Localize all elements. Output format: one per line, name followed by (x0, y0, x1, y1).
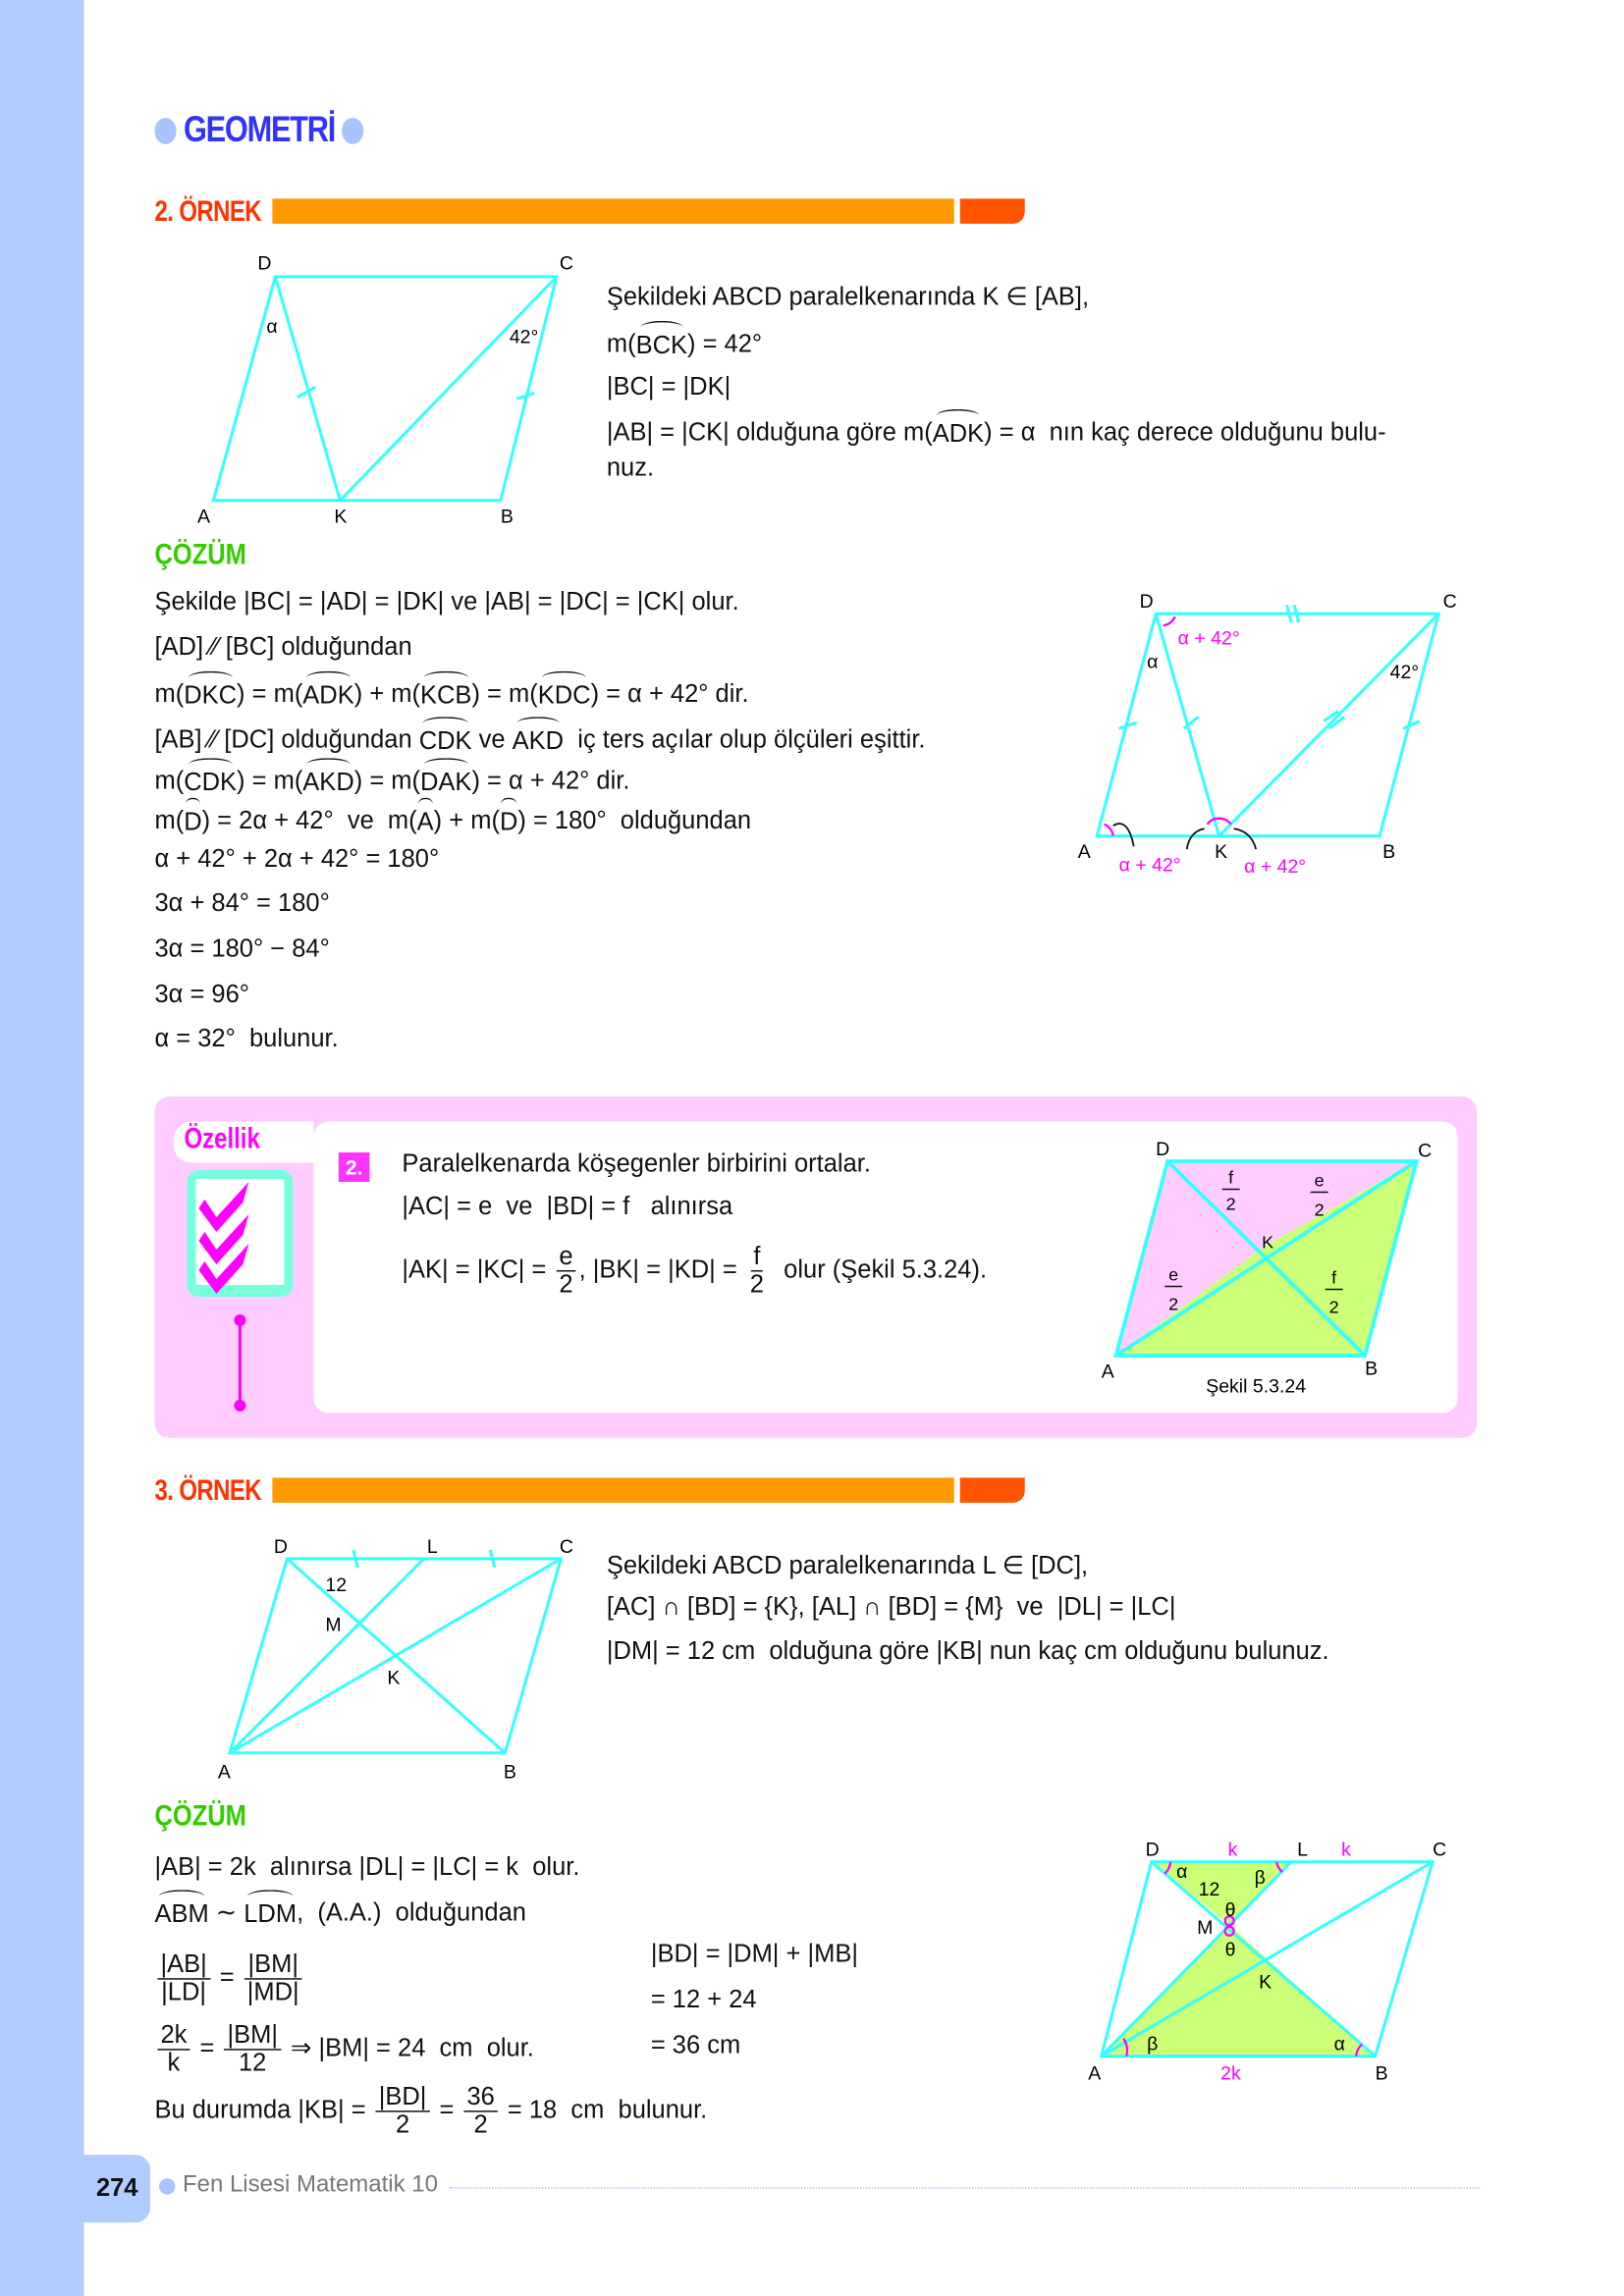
text-segment: ) + m( (353, 679, 421, 709)
figure-label: β (1254, 1867, 1266, 1890)
fraction (556, 1244, 575, 1298)
example-2-label: 2. ÖRNEK (154, 195, 261, 229)
figure-label: α (1176, 1861, 1188, 1884)
book-title: Fen Lisesi Matematik 10 (182, 2172, 438, 2198)
left-margin-strip (0, 0, 83, 2296)
figure-label: D (1156, 1139, 1170, 1161)
text-line (607, 1636, 1329, 1666)
text-segment: m( (154, 679, 185, 709)
figure-label: A (1077, 841, 1091, 864)
text-segment: 3α = 96° (154, 980, 249, 1009)
figure-label: 2k (1220, 2062, 1241, 2085)
text-segment: |AK| = |KC| = (402, 1255, 554, 1284)
figure-label: K (1259, 1971, 1272, 1994)
text-segment: |AB| = |CK| olduğuna göre m( (606, 417, 933, 447)
text-line (651, 1986, 757, 2015)
figure-label: M (1197, 1917, 1214, 1940)
text-segment: m( (606, 329, 636, 358)
text-segment: ⇒ |BM| = 24 cm olur. (283, 2034, 534, 2063)
figure-label: B (503, 1761, 516, 1784)
figure-label: α + 42° (1177, 627, 1240, 650)
figure-label: 2 (1328, 1297, 1339, 1317)
text-segment: |AC| = e ve |BD| = f alınırsa (402, 1192, 733, 1221)
text-segment: [AB] ⁄⁄ [DC] olduğundan (154, 725, 419, 754)
property-figure (1090, 1134, 1443, 1406)
figure-label: C (1433, 1839, 1447, 1861)
text-line (154, 981, 249, 1010)
text-segment: [AD] ⁄⁄ [BC] olduğundan (154, 632, 412, 662)
figure-label: K (1262, 1232, 1274, 1253)
figure-label: k (1341, 1839, 1351, 1861)
angle-notation: DKC (184, 678, 237, 711)
example-2-solution-figure (1072, 581, 1485, 890)
text-line (154, 633, 411, 663)
text-segment: Paralelkenarda köşegenler birbirini ortalar. (402, 1149, 871, 1178)
figure-label: 2 (1314, 1200, 1325, 1220)
text-segment: ) = 2α + 42° ve m( (201, 806, 417, 835)
text-line (607, 283, 1089, 312)
text-segment: ve (471, 725, 513, 754)
text-segment: α = 32° bulunur. (154, 1024, 339, 1053)
denominator: 2 (395, 2109, 410, 2139)
text-line (154, 845, 439, 875)
numerator: |BM| (224, 2022, 281, 2050)
figure-label: M (325, 1614, 342, 1636)
example-bar-end (960, 1477, 1025, 1502)
angle-notation: CDK (419, 724, 472, 757)
example-3-figure (206, 1527, 604, 1792)
text-segment: = (192, 2034, 222, 2063)
angle-notation: AKD (302, 766, 353, 798)
footer (159, 2172, 438, 2199)
text-segment: , |BK| = |KD| = (578, 1255, 744, 1284)
figure-label: C (559, 1535, 573, 1558)
chapter-title: GEOMETRİ (183, 108, 336, 150)
figure-label: A (196, 506, 210, 528)
text-line (402, 1149, 871, 1179)
figure-label: D (257, 252, 272, 275)
numerator: 2k (157, 2022, 189, 2050)
text-line (607, 454, 654, 483)
footer-divider (449, 2187, 1480, 2188)
text-segment: Şekilde |BC| = |AD| = |DK| ve |AB| = |DC| = |CK| olur. (154, 587, 739, 615)
text-segment: |DM| = 12 cm olduğuna göre |KB| nun kaç cm olduğunu bulunuz. (606, 1636, 1329, 1665)
chapter-header (154, 109, 363, 151)
property-label: Özellik (184, 1123, 260, 1156)
figure-label: α (1147, 651, 1159, 673)
text-line (154, 934, 329, 964)
numerator: f (750, 1244, 763, 1271)
text-line (154, 1853, 579, 1883)
figure-label: B (1375, 2062, 1388, 2085)
text-line (402, 1193, 732, 1222)
text-line (154, 889, 329, 919)
text-segment: = 18 cm bulunur. (500, 2096, 708, 2125)
figure-label: α (1333, 2033, 1345, 2056)
text-segment: ) = α + 42° dir. (590, 679, 749, 709)
example-3-label: 3. ÖRNEK (154, 1474, 261, 1508)
text-segment: ) + m( (433, 806, 500, 835)
figure-label: Şekil 5.3.24 (1206, 1375, 1307, 1398)
figure-label: K (1215, 841, 1228, 864)
example-2-figure (177, 242, 604, 537)
figure-label: B (500, 506, 514, 528)
figure-label: D (273, 1535, 289, 1558)
figure-label: 2 (1225, 1194, 1236, 1214)
fraction (157, 1951, 209, 2005)
figure-label: K (334, 506, 348, 528)
text-line (607, 328, 762, 360)
text-line (154, 587, 738, 616)
text-segment: 3α + 84° = 180° (154, 888, 330, 918)
text-line (154, 2084, 707, 2138)
figure-label: 12 (1198, 1879, 1220, 1901)
figure-label: C (559, 252, 573, 275)
numerator: |AB| (157, 1951, 209, 1979)
fraction (157, 2022, 189, 2076)
text-line (651, 1940, 858, 1969)
figure-label: f (1228, 1167, 1234, 1188)
text-line (154, 724, 925, 757)
denominator: 2 (473, 2109, 488, 2139)
figure-label: A (1101, 1361, 1114, 1383)
angle-notation: ABM (154, 1897, 208, 1930)
angle-notation: D (184, 805, 201, 837)
numerator: |BD| (376, 2084, 430, 2111)
text-line (154, 678, 748, 711)
text-segment: = 36 cm (650, 2031, 741, 2059)
example-bar (272, 198, 953, 223)
angle-notation: KCB (420, 678, 471, 711)
text-segment: = 12 + 24 (650, 1985, 757, 2014)
text-segment: = (212, 1963, 242, 1993)
figure-label: f (1331, 1267, 1337, 1288)
angle-notation: A (417, 805, 434, 837)
figure-label: L (1297, 1839, 1308, 1861)
fraction (244, 1951, 302, 2005)
text-segment: Şekildeki ABCD paralelkenarında L ∈ [DC], (606, 1551, 1089, 1579)
text-segment: [AC] ∩ [BD] = {K}, [AL] ∩ [BD] = {M} ve |DL| = |LC| (606, 1592, 1176, 1621)
figure-label: e (1314, 1170, 1325, 1191)
text-segment: ) = m( (237, 679, 303, 709)
text-segment: ) = 180° olduğundan (517, 806, 752, 835)
angle-notation: BCK (636, 328, 687, 360)
figure-label: C (1442, 591, 1457, 614)
text-segment: m( (154, 767, 185, 795)
denominator: |LD| (161, 1977, 207, 2006)
figure-label: D (1145, 1839, 1160, 1861)
text-line (154, 805, 751, 837)
fraction (747, 1244, 767, 1298)
angle-notation: CDK (184, 766, 237, 798)
numerator: 36 (463, 2084, 497, 2111)
fraction (224, 2022, 281, 2076)
figure-label: A (217, 1761, 231, 1784)
figure-label: K (387, 1667, 401, 1689)
figure-label: 42° (1389, 662, 1420, 684)
text-segment: ) = m( (237, 767, 303, 795)
text-line (607, 1551, 1088, 1580)
text-segment: iç ters açılar olup ölçüleri eşittir. (564, 725, 926, 754)
figure-label: 42° (509, 326, 539, 348)
denominator: 2 (559, 1269, 573, 1299)
text-line (154, 766, 629, 798)
figure-label: β (1147, 2033, 1159, 2056)
solution-label: ÇÖZÜM (154, 1799, 246, 1833)
text-segment: , (A.A.) olduğundan (297, 1898, 526, 1927)
text-segment: ) = α + 42° dir. (471, 767, 630, 795)
figure-label: α + 42° (1244, 856, 1307, 879)
text-segment: ) = α nın kaç derece olduğunu bulu- (984, 417, 1386, 447)
numerator: e (556, 1244, 575, 1271)
figure-label: e (1168, 1264, 1179, 1285)
text-line (607, 372, 731, 401)
figure-label: B (1382, 841, 1396, 864)
text-line (154, 1897, 525, 1930)
text-segment: 3α = 180° − 84° (154, 934, 330, 963)
figure-label: α + 42° (1118, 854, 1181, 877)
text-segment: ) = m( (353, 767, 421, 795)
text-segment: = (432, 2096, 461, 2125)
angle-notation: D (500, 805, 517, 837)
text-segment: α + 42° + 2α + 42° = 180° (154, 844, 440, 874)
figure-label: 2 (1168, 1294, 1179, 1314)
bullet-dot-icon (159, 2177, 175, 2193)
text-line (154, 2022, 533, 2076)
text-line (651, 2031, 740, 2060)
text-segment: |BD| = |DM| + |MB| (650, 1940, 858, 1968)
text-line (607, 1592, 1176, 1622)
text-segment: |BC| = |DK| (606, 372, 731, 400)
solution-label: ÇÖZÜM (154, 538, 246, 571)
numerator: |BM| (244, 1951, 301, 1979)
text-segment: olur (Şekil 5.3.24). (770, 1255, 988, 1284)
text-line (402, 1244, 987, 1298)
example-3-solution-figure (1082, 1833, 1465, 2098)
text-segment: Bu durumda |KB| = (154, 2096, 373, 2125)
text-segment: |AB| = 2k alınırsa |DL| = |LC| = k olur. (154, 1852, 580, 1882)
example-bar (272, 1477, 953, 1502)
example-bar-end (960, 198, 1025, 223)
figure-label: D (1139, 591, 1154, 614)
bullet-dot-icon (154, 117, 176, 143)
text-segment: ) = m( (471, 679, 538, 709)
checklist-icon (184, 1167, 298, 1417)
figure-label: θ (1224, 1939, 1236, 1961)
denominator: 12 (239, 2048, 267, 2077)
fraction (376, 2084, 430, 2138)
denominator: 2 (749, 1269, 765, 1299)
denominator: k (167, 2048, 181, 2077)
angle-notation: ADK (933, 416, 984, 449)
text-line (607, 416, 1386, 449)
figure-label: L (426, 1535, 438, 1558)
fraction (463, 2084, 497, 2138)
figure-label: A (1088, 2062, 1102, 2085)
text-segment: nuz. (606, 453, 655, 482)
denominator: |MD| (246, 1977, 299, 2006)
angle-notation: DAK (420, 766, 471, 798)
text-segment: m( (154, 806, 185, 835)
page-number: 274 (83, 2155, 149, 2222)
angle-notation: ADK (302, 678, 353, 711)
figure-label: C (1418, 1140, 1433, 1162)
figure-label: k (1227, 1839, 1238, 1861)
bullet-dot-icon (342, 117, 363, 143)
text-segment: ) = 42° (687, 329, 763, 358)
figure-label: B (1365, 1358, 1379, 1380)
angle-notation: KDC (538, 678, 591, 711)
text-line (154, 1025, 338, 1054)
figure-label: 12 (325, 1574, 348, 1596)
property-number-badge: 2. (339, 1152, 369, 1182)
angle-notation: AKD (513, 724, 564, 757)
text-segment: ∼ (208, 1898, 244, 1927)
text-line (154, 1951, 304, 2005)
figure-label: θ (1224, 1899, 1236, 1922)
figure-label: α (266, 315, 278, 338)
angle-notation: LDM (244, 1897, 297, 1930)
text-segment: Şekildeki ABCD paralelkenarında K ∈ [AB], (606, 282, 1090, 311)
